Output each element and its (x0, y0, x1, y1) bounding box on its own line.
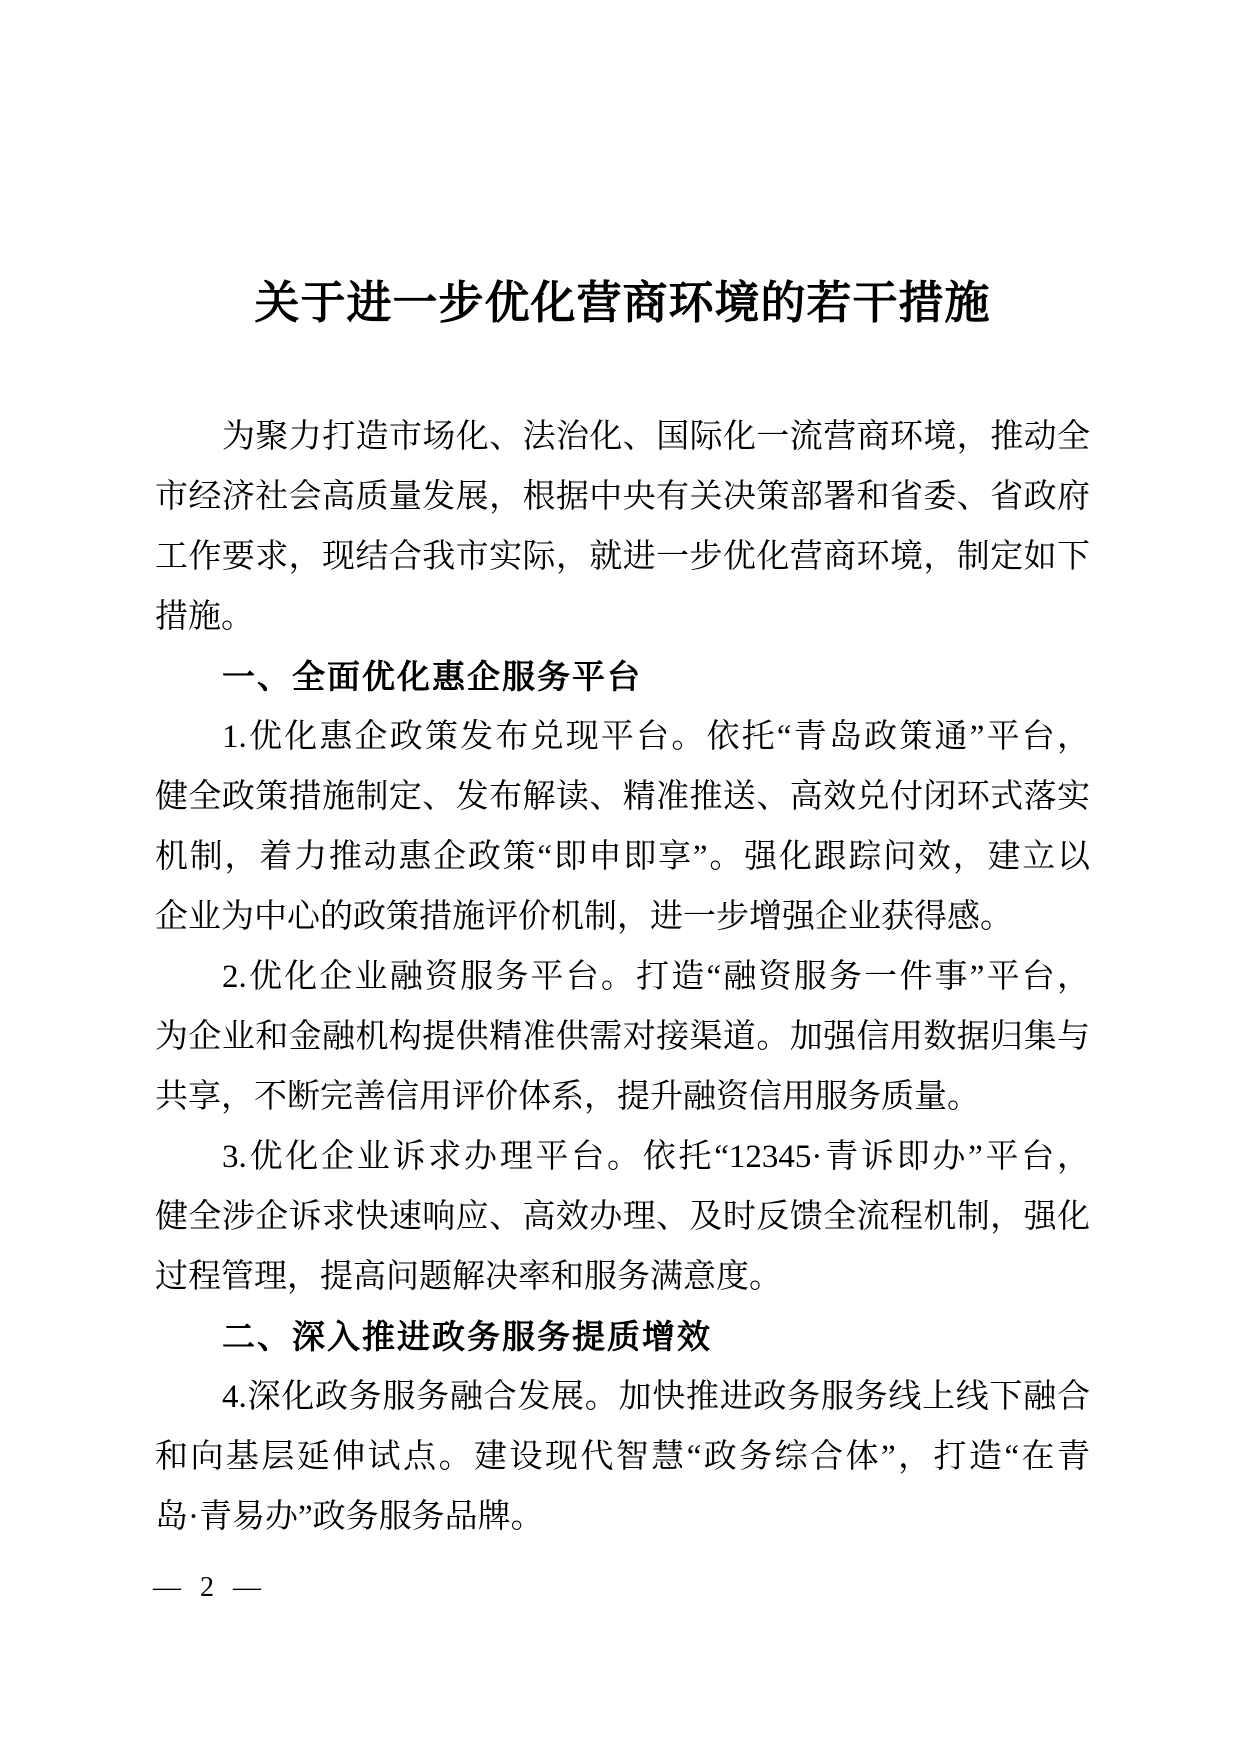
section-heading: 二、深入推进政务服务提质增效 (222, 1318, 712, 1355)
text-line: 和向基层延伸试点。建设现代智慧“政务综合体”，打造“在青 (155, 1439, 1090, 1475)
text-line: 为聚力打造市场化、法治化、国际化一流营商环境，推动全 (222, 419, 1090, 455)
text-line: 2.优化企业融资服务平台。打造“融资服务一件事”平台， (222, 959, 1090, 995)
page-number: — 2 — (153, 1572, 267, 1603)
text-line: 健全政策措施制定、发布解读、精准推送、高效兑付闭环式落实 (155, 779, 1090, 815)
section-heading: 一、全面优化惠企服务平台 (222, 658, 642, 695)
text-line: 措施。 (155, 599, 254, 635)
text-line: 工作要求，现结合我市实际，就进一步优化营商环境，制定如下 (155, 539, 1090, 575)
text-line: 机制，着力推动惠企政策“即申即享”。强化跟踪问效，建立以 (155, 839, 1090, 875)
text-line: 1.优化惠企政策发布兑现平台。依托“青岛政策通”平台， (222, 719, 1090, 755)
text-line: 健全涉企诉求快速响应、高效办理、及时反馈全流程机制，强化 (155, 1199, 1090, 1235)
text-line: 3.优化企业诉求办理平台。依托“12345·青诉即办”平台， (222, 1139, 1090, 1175)
text-line: 企业为中心的政策措施评价机制，进一步增强企业获得感。 (155, 899, 1013, 935)
text-line: 过程管理，提高问题解决率和服务满意度。 (155, 1259, 782, 1295)
document-title: 关于进一步优化营商环境的若干措施 (254, 278, 991, 328)
document-body (155, 407, 1090, 1547)
text-line: 共享，不断完善信用评价体系，提升融资信用服务质量。 (155, 1079, 980, 1115)
text-line: 为企业和金融机构提供精准供需对接渠道。加强信用数据归集与 (155, 1019, 1090, 1055)
text-line: 市经济社会高质量发展，根据中央有关决策部署和省委、省政府 (155, 479, 1090, 515)
text-line: 4.深化政务服务融合发展。加快推进政务服务线上线下融合 (222, 1379, 1090, 1415)
text-line: 岛·青易办”政务服务品牌。 (155, 1499, 544, 1535)
